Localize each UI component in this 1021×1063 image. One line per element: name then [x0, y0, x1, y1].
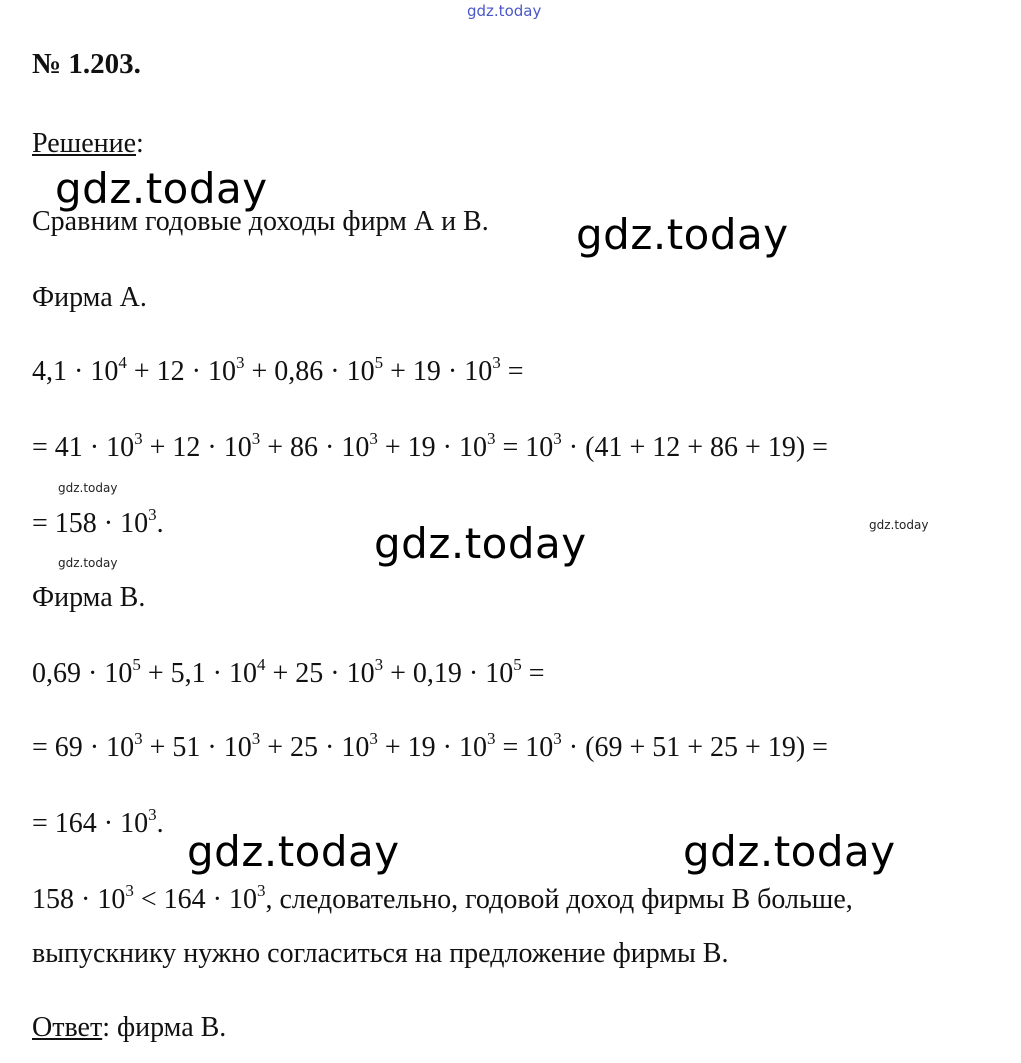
- solution-heading: Решение:: [32, 128, 144, 159]
- conclusion-line-2: выпускнику нужно согласиться на предложение фирмы В.: [32, 938, 729, 969]
- firm-a-line-2: = $41 \cdot 10^3 + 12 \cdot 10^3 + 86 \cdot 10^3 + 19 \cdot 10^3 = 10^3 \cdot (41 + 12 + 86 + 19)$ =: [32, 429, 828, 463]
- compare-text: Сравним годовые доходы фирм А и В.: [32, 206, 489, 237]
- firm-b-line-3: = $164 \cdot 10^3$.: [32, 805, 164, 839]
- firm-a-line-1: $4,1 \cdot 10^4 + 12 \cdot 10^3 + 0,86 \cdot 10^5 + 19 \cdot 10^3$ =: [32, 353, 524, 387]
- watermark-1: gdz.today: [55, 164, 268, 213]
- answer-label: Ответ: [32, 1012, 103, 1043]
- conclusion-line-1: $158 \cdot 10^3 < 164 \cdot 10^3$, следовательно, годовой доход фирмы В больше,: [32, 881, 853, 915]
- watermark-small-1: gdz.today: [58, 481, 118, 495]
- answer-text: : фирма В.: [102, 1012, 227, 1043]
- watermark-small-2: gdz.today: [869, 518, 929, 532]
- watermark-top: gdz.today: [467, 2, 542, 20]
- watermark-3: gdz.today: [374, 519, 587, 568]
- watermark-2: gdz.today: [576, 210, 789, 259]
- watermark-small-3: gdz.today: [58, 556, 118, 570]
- problem-title: № 1.203.: [32, 48, 141, 80]
- firm-a-line-3: = $158 \cdot 10^3$.: [32, 505, 164, 539]
- answer: [32, 1012, 226, 1044]
- watermark-4: gdz.today: [187, 827, 400, 876]
- firm-b-label: Фирма В.: [32, 582, 146, 613]
- firm-b-line-1: $0,69 \cdot 10^5 + 5,1 \cdot 10^4 + 25 \cdot 10^3 + 0,19 \cdot 10^5$ =: [32, 655, 545, 689]
- solution-label: Решение: [32, 128, 137, 159]
- watermark-5: gdz.today: [683, 827, 896, 876]
- firm-a-label: Фирма А.: [32, 282, 147, 313]
- firm-b-line-2: = $69 \cdot 10^3 + 51 \cdot 10^3 + 25 \cdot 10^3 + 19 \cdot 10^3 = 10^3 \cdot (69 + 51 + 25 + 19)$ =: [32, 729, 828, 763]
